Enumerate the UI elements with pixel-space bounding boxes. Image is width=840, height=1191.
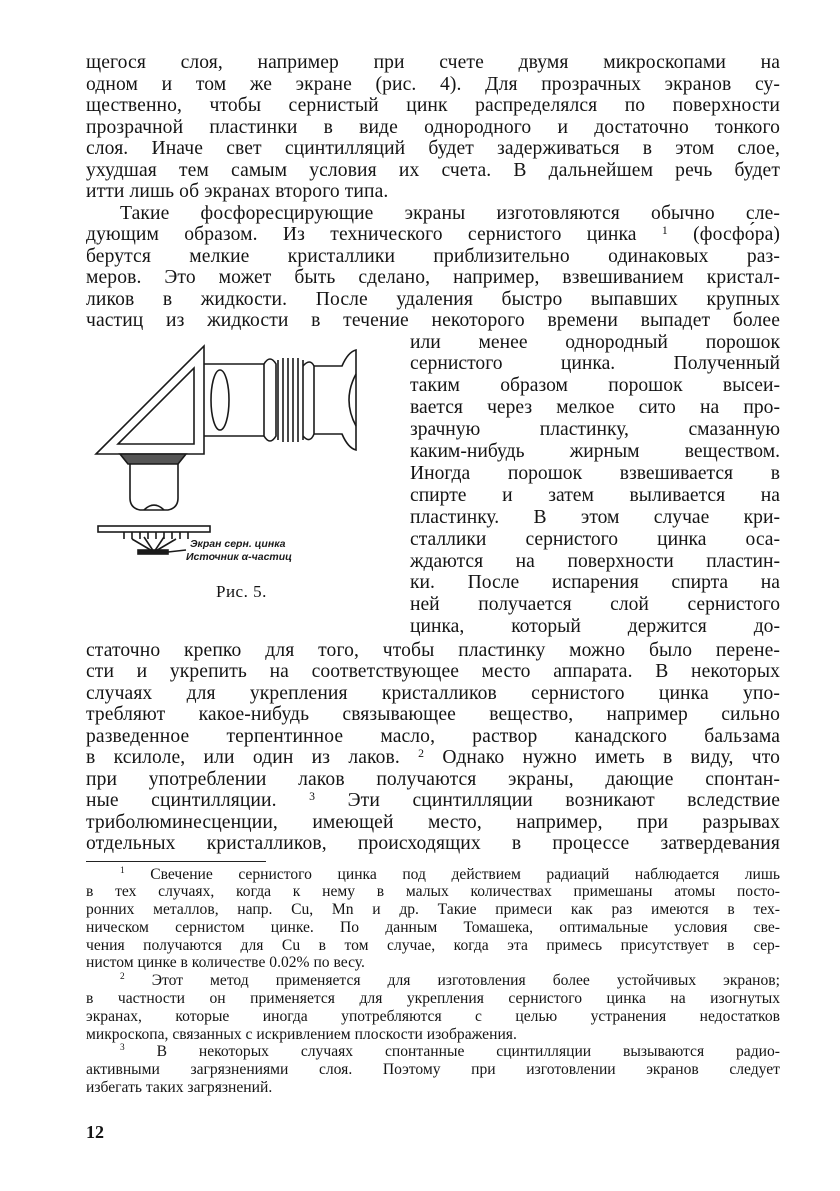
objective-barrel — [130, 464, 178, 510]
text-line: случаях для укрепления кристалликов сернистого цинка упо- — [86, 682, 780, 704]
text-line: в частности он применяется для укрепления сернистого цинка на изогнутых — [86, 990, 780, 1008]
text-span: в ксилоле, или один из лаков. — [86, 747, 400, 768]
text-line: статочно крепко для того, чтобы пластинку можно было перене- — [86, 639, 780, 661]
text-line: спирте и затем выливается на — [410, 484, 780, 506]
paragraph-1 — [86, 52, 780, 203]
text-line: ней получается слой сернистого — [410, 594, 780, 616]
screen-plate — [98, 526, 210, 532]
text-line: частиц из жидкости в течение некоторого времени выпадет более — [86, 310, 780, 331]
text-line: требляют какое-нибудь связывающее вещество, например сильно — [86, 704, 780, 725]
text-line — [86, 972, 780, 990]
text-line: микроскопа, связанных с искривлением плоскости изображения. — [86, 1025, 517, 1043]
text-line: нистом цинке в количестве 0.02% по весу. — [86, 954, 365, 972]
footnote-2 — [86, 972, 780, 1043]
text-line: отдельных кристалликов, происходящих в процессе затвердевания — [86, 833, 780, 854]
text-line: сталлики сернистого цинка оса- — [410, 528, 780, 550]
label-source: Источник α-частиц — [186, 550, 292, 563]
tube-body — [204, 364, 264, 436]
tube-collar — [264, 359, 276, 441]
text-line: чения получаются для Cu в том случае, когда эта примесь присутствует в сер- — [86, 936, 780, 954]
text-line: при употреблении лаков получаются экраны, дающие спонтан- — [86, 768, 780, 790]
footnote-divider — [86, 861, 266, 862]
text-line: слоя. Иначе свет сцинтилляций будет задерживаться в этом слое, — [86, 138, 780, 159]
text-line: каким-нибудь жирным веществом. — [410, 441, 780, 463]
footnote-1 — [86, 866, 780, 973]
footnote-ref-1[interactable]: 1 — [661, 224, 668, 237]
text-span: Эти сцинтилляции возникают вследствие — [347, 790, 781, 811]
footnote-ref-3[interactable]: 3 — [309, 790, 316, 803]
text-line: вается через мелкое сито на про- — [410, 397, 780, 419]
text-line: или менее однородный порошок — [410, 331, 780, 353]
text-line: сернистого цинка. Полученный — [410, 353, 780, 375]
text-line: ухудшая тем самым условия их счета. В дальнейшем речь будет — [86, 159, 780, 181]
figure-5 — [86, 332, 396, 640]
text-line: Такие фосфоресцирующие экраны изготовляются обычно сле- — [120, 202, 780, 224]
text-line: щегося слоя, например при счете двумя микроскопами на — [86, 52, 780, 73]
text-line: цинка, который держится до- — [410, 616, 780, 638]
thread-lines — [278, 358, 303, 442]
text-span: Однако нужно иметь в виду, что — [442, 747, 781, 768]
text-span: ные сцинтилляции. — [86, 790, 277, 811]
text-line — [86, 1043, 780, 1061]
prism-inner — [118, 368, 194, 444]
text-span: дующим образом. Из технического сернистого цинка — [86, 224, 637, 245]
text-line: активными загрязнениями слоя. Поэтому при изготовлении экранов следует — [86, 1061, 780, 1079]
text-line: ронних металлов, напр. Cu, Mn и др. Такие примеси как раз имеются в тех- — [86, 901, 780, 919]
footnote-ref-2[interactable]: 2 — [418, 747, 425, 760]
label-screen: Экран серн. цинка — [190, 537, 286, 550]
paragraph-2 — [86, 203, 780, 332]
footnote-mark: 3 — [120, 1043, 125, 1054]
text-span: Этот метод применяется для изготовления более устойчивых экранов; — [151, 972, 780, 990]
text-line: таким образом порошок высеи- — [410, 375, 780, 397]
page-number: 12 — [86, 1122, 104, 1142]
text-line: экранах, которые иногда употребляются с целью устранения недостатков — [86, 1007, 780, 1025]
footnote-mark: 2 — [120, 972, 125, 983]
text-line: в тех случаях, когда к нему в малых количествах примешаны атомы посто- — [86, 883, 780, 901]
document-page — [86, 52, 780, 1097]
text-line: разведенное терпентинное масло, раствор канадского бальзама — [86, 725, 780, 747]
text-line: итти лишь об экранах второго типа. — [86, 181, 389, 202]
objective-lens — [211, 370, 229, 430]
footnote-mark: 1 — [120, 865, 125, 876]
text-span: (фосфо́ра) — [693, 224, 781, 245]
text-line: ническом сернистом цинке. По данным Томашека, оптимальные условия све- — [86, 918, 780, 936]
prism-outer — [96, 346, 204, 454]
text-line: ждаются на поверхности пластин- — [410, 550, 780, 572]
tube-collar-2 — [303, 362, 314, 440]
text-line: избегать таких загрязнений. — [86, 1079, 273, 1097]
text-line — [86, 790, 780, 812]
text-line: Иногда порошок взвешивается в — [410, 462, 780, 484]
microscope-drawing — [94, 336, 394, 576]
text-line: ки. После испарения спирта на — [410, 572, 780, 594]
text-line: прозрачной пластинки в виде однородного и достаточно тонкого — [86, 116, 780, 138]
paragraph-2-continued — [86, 640, 780, 855]
text-line — [86, 224, 780, 246]
footnote-3 — [86, 1043, 780, 1096]
text-line: зрачную пластинку, смазанную — [410, 419, 780, 441]
text-span: Свечение сернистого цинка под действием радиаций наблюдается лишь — [150, 865, 780, 883]
source-leader — [168, 550, 186, 552]
eyepiece-lens — [349, 374, 356, 426]
alpha-source — [138, 550, 168, 554]
text-line: ликов в жидкости. После удаления быстро выпавших крупных — [86, 288, 780, 310]
zns-crystals — [124, 532, 188, 539]
text-line: меров. Это может быть сделано, например, взвешиванием кристал- — [86, 267, 780, 288]
text-line: щественно, чтобы сернистый цинк распределялся по поверхности — [86, 95, 780, 116]
objective-mount — [120, 454, 186, 464]
figure-with-wrap-text — [86, 332, 780, 640]
text-line: пластинку. В этом случае кри- — [410, 506, 780, 528]
text-line: одном и том же экране (рис. 4). Для прозрачных экранов су- — [86, 73, 780, 95]
text-line: сти и укрепить на соответствующее место аппарата. В некоторых — [86, 661, 780, 682]
text-line: берутся мелкие кристаллики приблизительно одинаковых раз- — [86, 245, 780, 267]
text-line — [86, 866, 780, 884]
wrapped-text — [410, 332, 780, 639]
text-span: В некоторых случаях спонтанные сцинтилляции вызываются радио- — [156, 1043, 780, 1061]
figure-caption: Рис. 5. — [216, 581, 267, 601]
text-line: триболюминесценции, имеющей место, например, при разрывах — [86, 811, 780, 833]
text-line — [86, 747, 780, 769]
